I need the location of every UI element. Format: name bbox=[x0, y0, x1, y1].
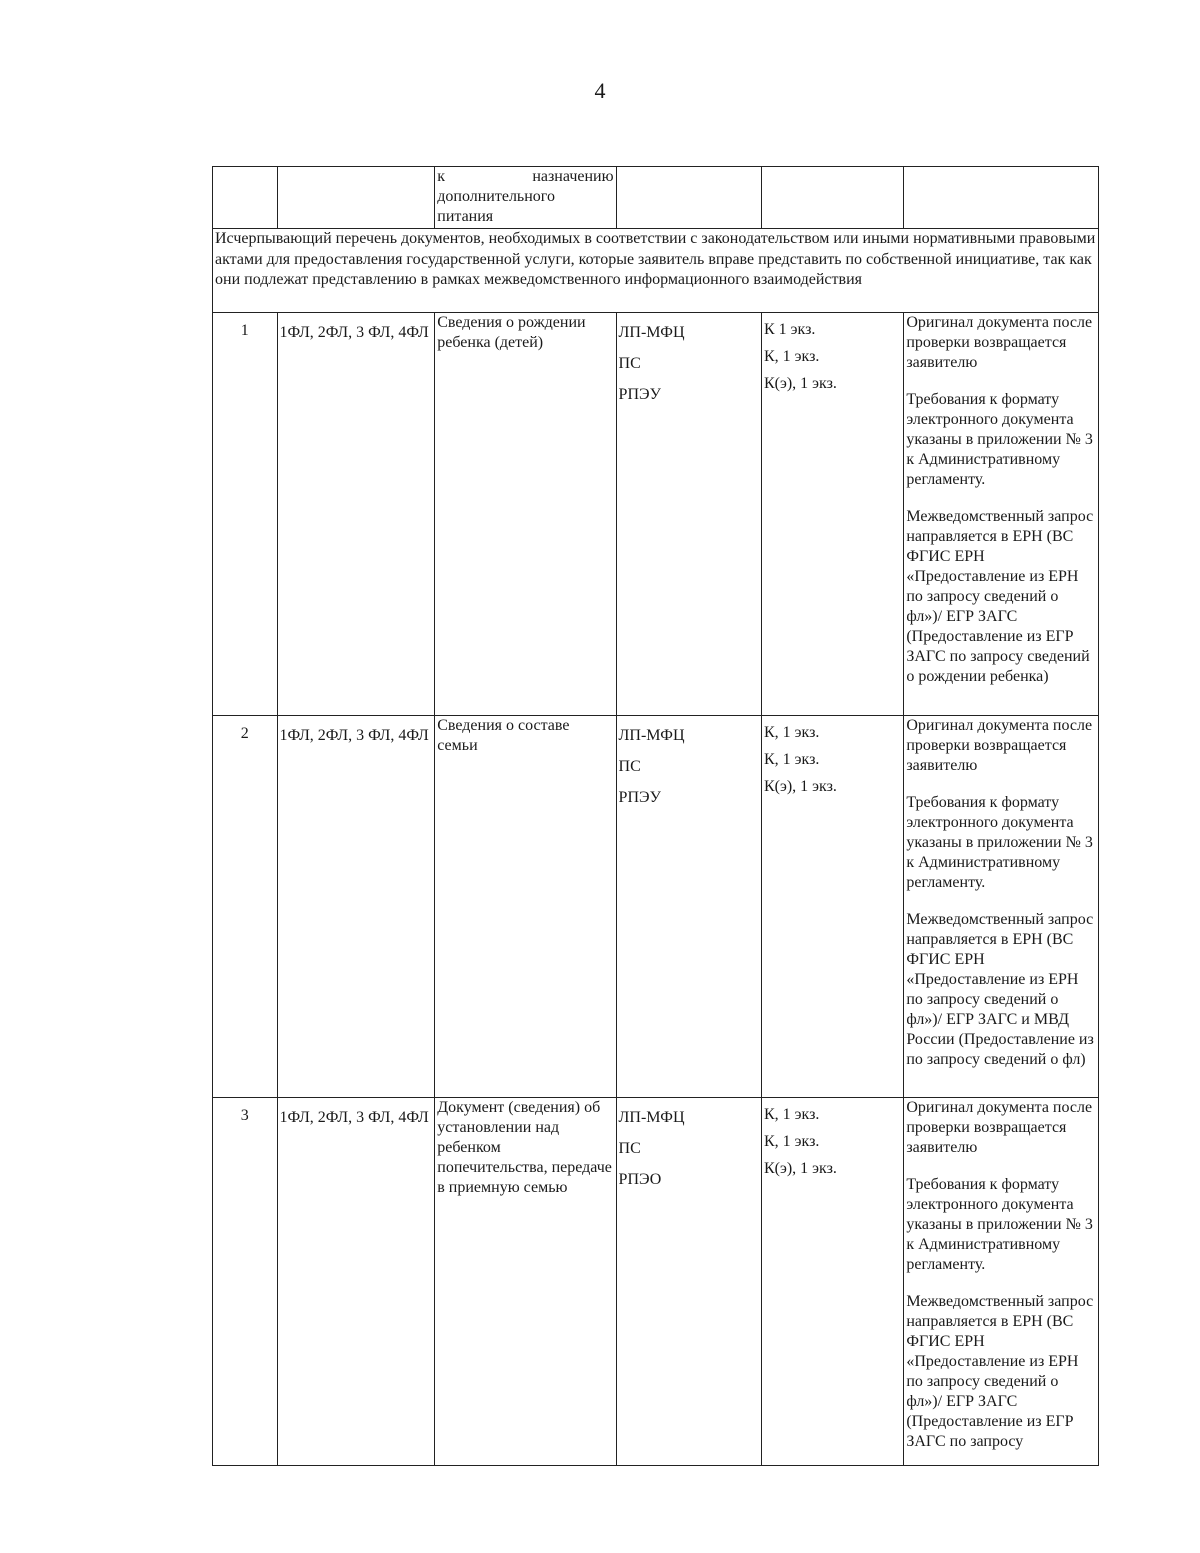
continued-row bbox=[213, 167, 1099, 229]
copies-cell bbox=[761, 716, 903, 1098]
cell-empty bbox=[761, 167, 903, 229]
note-text: Межведомственный запрос направляется в ЕРН (ВС ФГИС ЕРН «Предоставление из ЕРН по запросу сведений о фл»)/ ЕГР ЗАГС и МВД России (Предоставление из по запросу сведений о фл) bbox=[906, 911, 1094, 1068]
continued-rest: дополнительного питания bbox=[437, 188, 555, 225]
applicants-cell: 1ФЛ, 2ФЛ, 3 ФЛ, 4ФЛ bbox=[277, 1098, 435, 1466]
copies-item: К 1 экз. bbox=[763, 321, 816, 338]
table-row bbox=[213, 313, 1099, 716]
copies-item: К, 1 экз. bbox=[763, 751, 820, 768]
row-number: 2 bbox=[213, 716, 278, 1098]
channel-item: ПС bbox=[618, 758, 641, 775]
copies-item: К, 1 экз. bbox=[763, 724, 820, 741]
row-number: 3 bbox=[213, 1098, 278, 1466]
channel-item: РПЭО bbox=[618, 1171, 662, 1188]
channels-cell bbox=[616, 313, 761, 716]
copies-cell bbox=[761, 1098, 903, 1466]
channel-item: ЛП-МФЦ bbox=[618, 727, 685, 744]
cell-empty bbox=[213, 167, 278, 229]
channel-item: ПС bbox=[618, 1140, 641, 1157]
copies-item: К, 1 экз. bbox=[763, 348, 820, 365]
channel-item: ЛП-МФЦ bbox=[618, 324, 685, 341]
row-number: 1 bbox=[213, 313, 278, 716]
document-cell: Сведения о рождении ребенка (детей) bbox=[435, 313, 616, 716]
copies-item: К(э), 1 экз. bbox=[763, 1160, 837, 1177]
channel-item: РПЭУ bbox=[618, 386, 661, 403]
note-text: Требования к формату электронного документа указаны в приложении № 3 к Административному регламенту. bbox=[906, 1176, 1093, 1273]
table-row bbox=[213, 716, 1099, 1098]
page-number: 4 bbox=[594, 78, 606, 103]
note-text: Оригинал документа после проверки возвращается заявителю bbox=[906, 717, 1093, 774]
continued-word: назначению bbox=[532, 168, 614, 185]
channels-cell bbox=[616, 716, 761, 1098]
document-cell: Сведения о составе семьи bbox=[435, 716, 616, 1098]
continued-document-cell bbox=[435, 167, 616, 229]
copies-item: К(э), 1 экз. bbox=[763, 778, 837, 795]
copies-cell bbox=[761, 313, 903, 716]
notes-cell bbox=[904, 716, 1099, 1098]
continued-prefix: к bbox=[437, 168, 446, 185]
table-row bbox=[213, 1098, 1099, 1466]
notes-cell bbox=[904, 313, 1099, 716]
applicants-cell: 1ФЛ, 2ФЛ, 3 ФЛ, 4ФЛ bbox=[277, 313, 435, 716]
note-text: Межведомственный запрос направляется в ЕРН (ВС ФГИС ЕРН «Предоставление из ЕРН по запросу сведений о фл»)/ ЕГР ЗАГС (Предоставление из ЕГР ЗАГС по запросу bbox=[906, 1293, 1094, 1450]
applicants-cell: 1ФЛ, 2ФЛ, 3 ФЛ, 4ФЛ bbox=[277, 716, 435, 1098]
documents-table bbox=[212, 166, 1099, 1466]
note-text: Требования к формату электронного документа указаны в приложении № 3 к Административному регламенту. bbox=[906, 391, 1093, 488]
channel-item: ЛП-МФЦ bbox=[618, 1109, 685, 1126]
section-title: Исчерпывающий перечень документов, необходимых в соответствии с законодательством или иными нормативными правовыми актами для предоставления государственной услуги, которые заявитель вправе представить по собственной инициативе, так как они подлежат представлению в рамках межведомственного информационного взаимодействия bbox=[213, 229, 1099, 313]
cell-empty bbox=[904, 167, 1099, 229]
cell-empty bbox=[616, 167, 761, 229]
note-text: Оригинал документа после проверки возвращается заявителю bbox=[906, 314, 1093, 371]
channel-item: ПС bbox=[618, 355, 641, 372]
copies-item: К(э), 1 экз. bbox=[763, 375, 837, 392]
note-text: Оригинал документа после проверки возвращается заявителю bbox=[906, 1099, 1093, 1156]
section-title-row bbox=[213, 229, 1099, 313]
document-cell: Документ (сведения) об установлении над ребенком попечительства, передаче в приемную семью bbox=[435, 1098, 616, 1466]
copies-item: К, 1 экз. bbox=[763, 1106, 820, 1123]
notes-cell bbox=[904, 1098, 1099, 1466]
channel-item: РПЭУ bbox=[618, 789, 661, 806]
note-text: Требования к формату электронного документа указаны в приложении № 3 к Административному регламенту. bbox=[906, 794, 1093, 891]
note-text: Межведомственный запрос направляется в ЕРН (ВС ФГИС ЕРН «Предоставление из ЕРН по запросу сведений о фл»)/ ЕГР ЗАГС (Предоставление из ЕГР ЗАГС по запросу сведений о рождении ребенка) bbox=[906, 508, 1094, 685]
cell-empty bbox=[277, 167, 435, 229]
copies-item: К, 1 экз. bbox=[763, 1133, 820, 1150]
channels-cell bbox=[616, 1098, 761, 1466]
